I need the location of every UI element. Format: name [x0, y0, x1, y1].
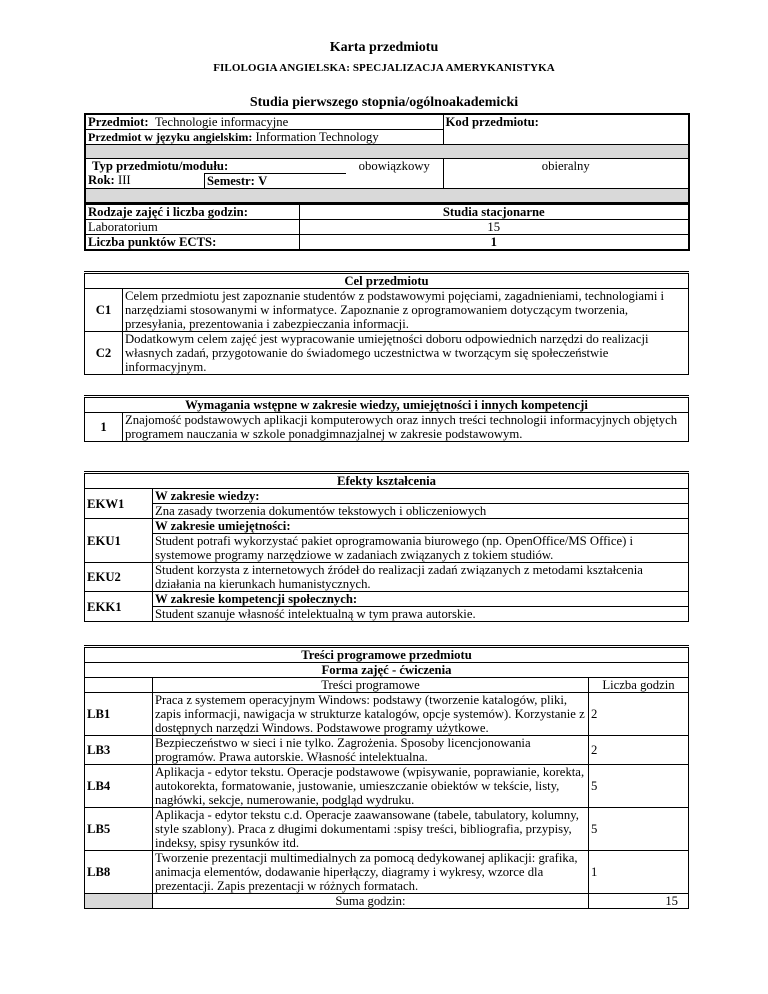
- class-type: Laboratorium: [85, 220, 299, 235]
- col-content-header: Treści programowe: [153, 678, 589, 693]
- goal-code: C2: [85, 332, 123, 375]
- semester-label: Semestr:: [207, 174, 255, 188]
- subject-info-table: [84, 113, 690, 204]
- goal-code: C1: [85, 289, 123, 332]
- content-form: Forma zajęć - ćwiczenia: [85, 663, 689, 678]
- lesson-code: LB4: [85, 765, 153, 808]
- subject-label: Przedmiot:: [88, 115, 149, 129]
- lesson-text: Aplikacja - edytor tekstu. Operacje podstawowe (wpisywanie, poprawianie, korekta, autokorekta, formatowanie, justowanie, umieszczanie obiektów w tekście, listy, nagłówki, sekcje, numerowanie, podgląd wydruku.: [153, 765, 589, 808]
- knowledge-label: W zakresie wiedzy:: [153, 489, 689, 504]
- outcome-code: EKU1: [85, 519, 153, 563]
- lesson-text: Aplikacja - edytor tekstu c.d. Operacje zaawansowane (tabele, tabulatory, kolumny, style szablony). Praca z długimi dokumentami :spisy treści, bibliografia, przypisy, indeksy, spisy rysunków itd.: [153, 808, 589, 851]
- goal-text: Dodatkowym celem zajęć jest wypracowanie umiejętności doboru odpowiednich narzędzi do realizacji własnych zadań, przygotowanie do świadomego uczestnictwa w tworzącym się społeczeństwie informacyjnym.: [123, 332, 689, 375]
- outcome-code: EKU2: [85, 563, 153, 592]
- requirement-text: Znajomość podstawowych aplikacji komputerowych oraz innych treści technologii informacyjnych objętych programem nauczania w szkole ponadgimnazjalnej w zakresie podstawowym.: [123, 413, 689, 442]
- program-name: FILOLOGIA ANGIELSKA: SPECJALIZACJA AMERYKANISTYKA: [213, 62, 555, 74]
- requirement-code: 1: [85, 413, 123, 442]
- outcome-code: EKW1: [85, 489, 153, 519]
- subject-name: Technologie informacyjne: [154, 115, 289, 129]
- lesson-code: LB1: [85, 693, 153, 736]
- module-mandatory: obowiązkowy: [358, 159, 430, 173]
- hours-table: [84, 203, 690, 251]
- skills-label: W zakresie umiejętności:: [153, 519, 689, 534]
- lesson-code: LB3: [85, 736, 153, 765]
- content-heading: Treści programowe przedmiotu: [85, 647, 689, 663]
- page-title: Karta przedmiotu: [329, 40, 439, 55]
- ects-value: 1: [299, 235, 689, 251]
- lesson-hours: 2: [589, 736, 689, 765]
- outcome-text: Zna zasady tworzenia dokumentów tekstowych i obliczeniowych: [153, 504, 689, 519]
- hours-label: Rodzaje zajęć i liczba godzin:: [85, 204, 299, 220]
- class-hours: 15: [299, 220, 689, 235]
- semester-value: V: [258, 174, 268, 188]
- lesson-hours: 2: [589, 693, 689, 736]
- study-mode: Studia stacjonarne: [299, 204, 689, 220]
- lesson-text: Bezpieczeństwo w sieci i nie tylko. Zagrożenia. Sposoby licencjonowania programów. Prawa autorskie. Własność intelektualna.: [153, 736, 589, 765]
- study-level: Studia pierwszego stopnia/ogólnoakademicki: [249, 95, 519, 110]
- english-name: Information Technology: [255, 130, 379, 144]
- module-type-label: Typ przedmiotu/modułu:: [92, 159, 229, 173]
- requirements-heading: Wymagania wstępne w zakresie wiedzy, umiejętności i innych kompetencji: [85, 397, 689, 413]
- lesson-hours: 5: [589, 808, 689, 851]
- goal-text: Celem przedmiotu jest zapoznanie studentów z podstawowymi pojęciami, zagadnieniami, technologiami i narzędziami stosowanymi w informatyce. Zapoznanie z oprogramowaniem dotyczącym tworzenia, przesyłania, prezentowania i zabezpieczania informacji.: [123, 289, 689, 332]
- col-hours-header: Liczba godzin: [589, 678, 689, 693]
- content-table: [84, 645, 689, 909]
- sum-label: Suma godzin:: [153, 894, 589, 909]
- ects-label: Liczba punktów ECTS:: [85, 235, 299, 251]
- requirements-table: [84, 395, 689, 442]
- lesson-hours: 5: [589, 765, 689, 808]
- goals-heading: Cel przedmiotu: [85, 273, 689, 289]
- english-name-label: Przedmiot w języku angielskim:: [88, 130, 253, 144]
- lesson-hours: 1: [589, 851, 689, 894]
- lesson-code: LB5: [85, 808, 153, 851]
- outcome-text: Student korzysta z internetowych źródeł do realizacji zadań związanych z metodami kształcenia działania na kierunkach humanistycznych.: [153, 563, 689, 592]
- outcomes-table: [84, 471, 689, 622]
- outcome-text: Student szanuje własność intelektualną w tym prawa autorskie.: [153, 607, 689, 622]
- goals-table: [84, 271, 689, 375]
- year-label: Rok:: [88, 173, 115, 187]
- subject-code-label: Kod przedmiotu:: [443, 114, 689, 145]
- lesson-code: LB8: [85, 851, 153, 894]
- lesson-text: Tworzenie prezentacji multimedialnych za pomocą dedykowanej aplikacji: grafika, animacja elementów, dodawanie hiperłączy, diagramy i wykresy, wzorce dla prezentacji. Zapis prezentacji w różnych formatach.: [153, 851, 589, 894]
- outcome-text: Student potrafi wykorzystać pakiet oprogramowania biurowego (np. OpenOffice/MS Office) i systemowe programy narzędziowe w zadaniach związanych z tokiem studiów.: [153, 534, 689, 563]
- outcome-code: EKK1: [85, 592, 153, 622]
- lesson-text: Praca z systemem operacyjnym Windows: podstawy (tworzenie katalogów, pliki, zapis informacji, nawigacja w strukturze katalogów, opcje systemów). Korzystanie z dostępnych narzędzi Windows. Podstawowe programy użytkowe.: [153, 693, 589, 736]
- sum-value: 15: [589, 894, 689, 909]
- year-value: III: [117, 173, 131, 187]
- outcomes-heading: Efekty kształcenia: [85, 473, 689, 489]
- competence-label: W zakresie kompetencji społecznych:: [153, 592, 689, 607]
- module-elective: obieralny: [443, 159, 689, 189]
